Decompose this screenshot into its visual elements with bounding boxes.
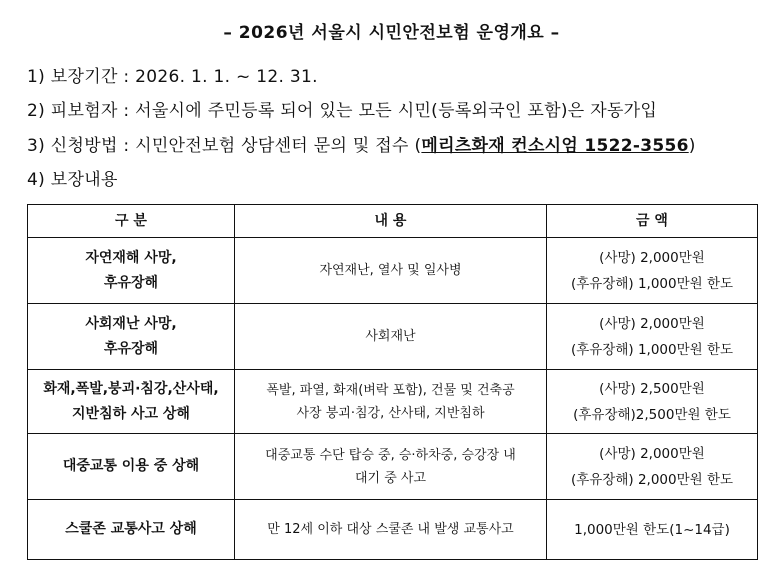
info-insured: 2) 피보험자 : 서울시에 주민등록 되어 있는 모든 시민(등록외국인 포함)은 자동가입 [27,101,658,121]
table-row [28,304,758,370]
cell-content: 사회재난 [235,304,547,370]
cell-content: 폭발, 파열, 화재(벼락 포함), 건물 및 건축공 사장 붕괴·침강, 산사태, 지반침하 [235,370,547,434]
info-label: 보장내용 [50,170,118,190]
cell-category: 스쿨존 교통사고 상해 [28,500,235,560]
info-coverage-period: 1) 보장기간 : 2026. 1. 1. ~ 12. 31. [27,67,318,87]
contact-highlight: 메리츠화재 컨소시엄 1522-3556 [421,136,689,156]
page-title: – 2026년 서울시 시민안전보험 운영개요 – [223,23,560,43]
info-label: 피보험자 [50,101,118,121]
cell-amount: (사망) 2,000만원 (후유장해) 1,000만원 한도 [547,238,758,304]
cell-category: 자연재해 사망, 후유장해 [28,238,235,304]
header-category: 구 분 [28,205,235,238]
info-value: 시민안전보험 상담센터 문의 및 접수 ( [135,136,422,156]
cell-amount: (사망) 2,000만원 (후유장해) 1,000만원 한도 [547,304,758,370]
header-amount: 금 액 [547,205,758,238]
cell-amount: 1,000만원 한도(1~14급) [547,500,758,560]
cell-content: 자연재난, 열사 및 일사병 [235,238,547,304]
table-row [28,500,758,560]
table-row [28,370,758,434]
info-label: 신청방법 [50,136,118,156]
info-label: 보장기간 [50,67,118,87]
info-number: 2) [27,101,46,121]
info-value: 서울시에 주민등록 되어 있는 모든 시민(등록외국인 포함)은 자동가입 [135,101,658,121]
cell-amount: (사망) 2,000만원 (후유장해) 2,000만원 한도 [547,434,758,500]
cell-content: 대중교통 수단 탑승 중, 승·하차중, 승강장 내 대기 중 사고 [235,434,547,500]
info-application: 3) 신청방법 : 시민안전보험 상담센터 문의 및 접수 (메리츠화재 컨소시엄 1522-3556) [27,136,696,156]
header-content: 내 용 [235,205,547,238]
cell-category: 대중교통 이용 중 상해 [28,434,235,500]
cell-amount: (사망) 2,500만원 (후유장해)2,500만원 한도 [547,370,758,434]
info-coverage-details [27,165,118,190]
coverage-table [27,204,758,560]
info-number: 1) [27,67,46,87]
info-suffix: ) [688,136,696,156]
cell-category: 사회재난 사망, 후유장해 [28,304,235,370]
info-value: 2026. 1. 1. ~ 12. 31. [135,67,318,87]
table-header-row [28,205,758,238]
info-number: 3) [27,136,46,156]
cell-content: 만 12세 이하 대상 스쿨존 내 발생 교통사고 [235,500,547,560]
table-row [28,238,758,304]
table-row [28,434,758,500]
cell-category: 화재,폭발,붕괴·침강,산사태, 지반침하 사고 상해 [28,370,235,434]
info-number: 4) [27,170,46,190]
